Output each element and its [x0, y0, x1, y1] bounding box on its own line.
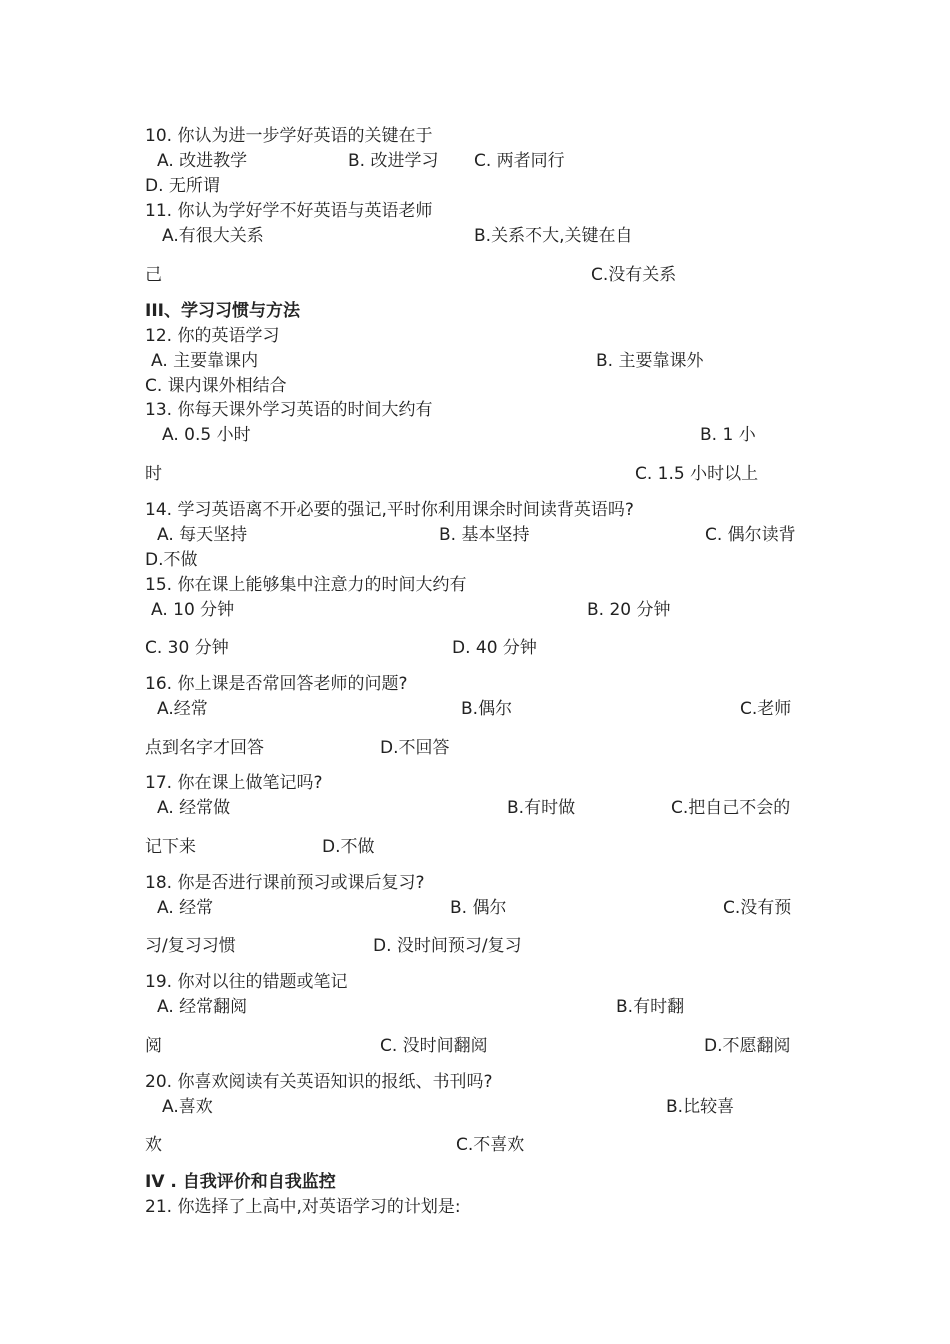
section-heading-4: IV . 自我评价和自我监控: [145, 1172, 336, 1192]
q20-stem: 20. 你喜欢阅读有关英语知识的报纸、书刊吗?: [145, 1072, 493, 1092]
q17-stem: 17. 你在课上做笔记吗?: [145, 773, 323, 793]
q20-option-b: B.比较喜: [666, 1097, 735, 1117]
q11-option-c: C.没有关系: [591, 265, 677, 285]
q19-option-b: B.有时翻: [616, 997, 685, 1017]
q11-option-b: B.关系不大,关键在自: [474, 226, 633, 246]
q12-option-b: B. 主要靠课外: [596, 351, 704, 371]
q21-stem: 21. 你选择了上高中,对英语学习的计划是:: [145, 1197, 461, 1217]
q18-stem: 18. 你是否进行课前预习或课后复习?: [145, 873, 425, 893]
q16-option-c-continued: 点到名字才回答: [145, 738, 264, 758]
q18-option-c: C.没有预: [723, 898, 792, 918]
q13-option-c: C. 1.5 小时以上: [635, 464, 759, 484]
q13-option-b-continued: 时: [145, 464, 162, 484]
q19-option-d: D.不愿翻阅: [704, 1036, 791, 1056]
q17-option-c: C.把自己不会的: [671, 798, 791, 818]
q19-option-c: C. 没时间翻阅: [380, 1036, 488, 1056]
q14-option-c: C. 偶尔读背: [705, 525, 796, 545]
q16-stem: 16. 你上课是否常回答老师的问题?: [145, 674, 408, 694]
q18-option-c-continued: 习/复习习惯: [145, 936, 236, 956]
q13-option-b: B. 1 小: [700, 425, 756, 445]
q14-option-d: D.不做: [145, 550, 198, 570]
q18-option-a: A. 经常: [157, 898, 214, 918]
q18-option-d: D. 没时间预习/复习: [373, 936, 522, 956]
q19-option-b-continued: 阅: [145, 1036, 162, 1056]
q15-option-d: D. 40 分钟: [452, 638, 537, 658]
q10-option-b: B. 改进学习: [348, 151, 439, 171]
q14-option-a: A. 每天坚持: [157, 525, 248, 545]
q16-option-d: D.不回答: [380, 738, 450, 758]
q15-option-a: A. 10 分钟: [151, 600, 235, 620]
q15-stem: 15. 你在课上能够集中注意力的时间大约有: [145, 575, 467, 595]
q10-option-c: C. 两者同行: [474, 151, 565, 171]
q20-option-b-continued: 欢: [145, 1135, 162, 1155]
q10-stem: 10. 你认为进一步学好英语的关键在于: [145, 126, 433, 146]
q10-option-d: D. 无所谓: [145, 176, 220, 196]
q16-option-b: B.偶尔: [461, 699, 513, 719]
section-heading-3: III、学习习惯与方法: [145, 301, 300, 321]
q18-option-b: B. 偶尔: [450, 898, 507, 918]
q11-stem: 11. 你认为学好学不好英语与英语老师: [145, 201, 433, 221]
q10-option-a: A. 改进教学: [157, 151, 248, 171]
q19-stem: 19. 你对以往的错题或笔记: [145, 972, 348, 992]
q12-option-a: A. 主要靠课内: [151, 351, 259, 371]
q15-option-b: B. 20 分钟: [587, 600, 671, 620]
q17-option-d: D.不做: [322, 837, 375, 857]
q12-stem: 12. 你的英语学习: [145, 326, 280, 346]
q11-option-b-continued: 己: [145, 265, 162, 285]
q17-option-b: B.有时做: [507, 798, 576, 818]
q17-option-c-continued: 记下来: [145, 837, 196, 857]
q13-stem: 13. 你每天课外学习英语的时间大约有: [145, 400, 433, 420]
q20-option-a: A.喜欢: [162, 1097, 213, 1117]
q11-option-a: A.有很大关系: [162, 226, 264, 246]
q16-option-a: A.经常: [157, 699, 208, 719]
q20-option-c: C.不喜欢: [456, 1135, 525, 1155]
q14-option-b: B. 基本坚持: [439, 525, 530, 545]
q16-option-c: C.老师: [740, 699, 792, 719]
q12-option-c: C. 课内课外相结合: [145, 376, 287, 396]
q15-option-c: C. 30 分钟: [145, 638, 229, 658]
q17-option-a: A. 经常做: [157, 798, 231, 818]
q19-option-a: A. 经常翻阅: [157, 997, 248, 1017]
q14-stem: 14. 学习英语离不开必要的强记,平时你利用课余时间读背英语吗?: [145, 500, 634, 520]
q13-option-a: A. 0.5 小时: [162, 425, 251, 445]
